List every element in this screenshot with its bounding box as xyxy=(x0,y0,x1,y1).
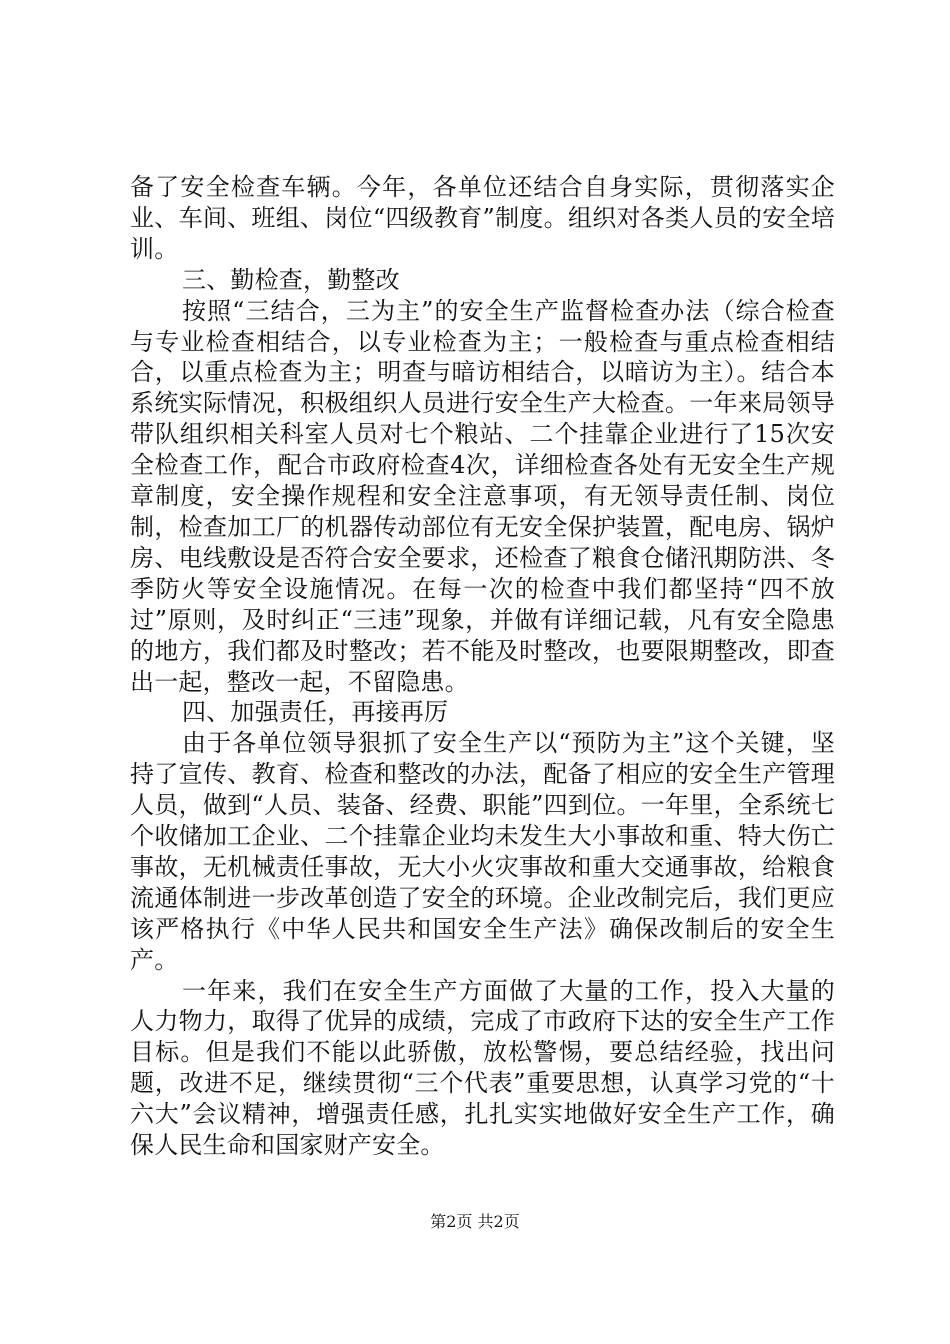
page-footer: 第2页 共2页 xyxy=(430,1212,520,1231)
paragraph-responsibility: 由于各单位领导狠抓了安全生产以“预防为主”这个关键，坚持了宣传、教育、检查和整改的办法，配备了相应的安全生产管理人员，做到“人员、装备、经费、职能”四到位。一年里，全系统七个收储加工企业、二个挂靠企业均未发生大小事故和重、特大伤亡事故，无机械责任事故，无大小火灾事故和重大交通事故，给粮食流通体制进一步改革创造了安全的环境。企业改制完后，我们更应该严格执行《中华人民共和国安全生产法》确保改制后的安全生产。 xyxy=(130,729,835,974)
document-body xyxy=(130,172,835,1161)
paragraph-inspection: 按照“三结合，三为主”的安全生产监督检查办法（综合检查与专业检查相结合，以专业检查为主；一般检查与重点检查相结合，以重点检查为主；明查与暗访相结合，以暗访为主）。结合本系统实际情况，积极组织人员进行安全生产大检查。一年来局领导带队组织相关科室人员对七个粮站、二个挂靠企业进行了15次安全检查工作，配合市政府检查4次，详细检查各处有无安全生产规章制度，安全操作规程和安全注意事项，有无领导责任制、岗位制，检查加工厂的机器传动部位有无安全保护装置，配电房、锅炉房、电线敷设是否符合安全要求，还检查了粮食仓储汛期防洪、冬季防火等安全设施情况。在每一次的检查中我们都坚持“四不放过”原则，及时纠正“三违”现象，并做有详细记载，凡有安全隐患的地方，我们都及时整改；若不能及时整改，也要限期整改，即查出一起，整改一起，不留隐患。 xyxy=(130,296,835,696)
section-heading-four: 四、加强责任，再接再厉 xyxy=(182,698,449,727)
paragraph-continuation: 备了安全检查车辆。今年，各单位还结合自身实际，贯彻落实企业、车间、班组、岗位“四级教育”制度。组织对各类人员的安全培训。 xyxy=(130,173,835,263)
section-heading-three: 三、勤检查，勤整改 xyxy=(182,265,400,294)
paragraph-conclusion: 一年来，我们在安全生产方面做了大量的工作，投入大量的人力物力，取得了优异的成绩，完成了市政府下达的安全生产工作目标。但是我们不能以此骄傲，放松警惕，要总结经验，找出问题，改进不足，继续贯彻“三个代表”重要思想，认真学习党的“十六大”会议精神，增强责任感，扎扎实实地做好安全生产工作，确保人民生命和国家财产安全。 xyxy=(130,976,835,1160)
